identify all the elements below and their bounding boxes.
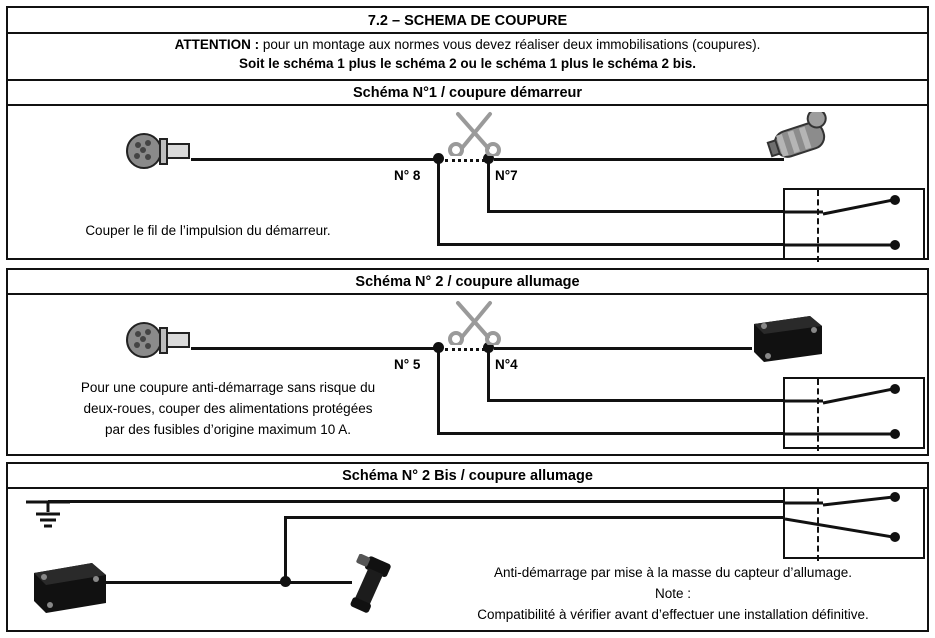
wire-n4-down [487, 347, 490, 402]
schema2bis-caption-line-2: Note : [654, 586, 692, 601]
wire-node-to-sensor [290, 581, 352, 584]
attention-row [8, 34, 927, 81]
relay-switch-icon [783, 377, 925, 449]
wire-segment-left [191, 347, 439, 350]
connector-plug-icon [126, 129, 194, 173]
attention-prefix: ATTENTION : [174, 37, 260, 52]
schema2bis-title: Schéma N° 2 Bis / coupure allumage [8, 464, 927, 489]
attention-text: pour un montage aux normes vous devez réaliser deux immobilisations (coupures). [259, 37, 761, 52]
schema2bis-caption-line-1: Anti-démarrage par mise à la masse du capteur d’allumage. [494, 565, 852, 580]
panel-schema-2bis [6, 462, 929, 632]
wire-n5-down [437, 347, 440, 435]
schema2-caption-line-3: par des fusibles d’origine maximum 10 A. [104, 422, 352, 437]
schema2-label-left: N° 5 [394, 357, 421, 372]
schema2-title: Schéma N° 2 / coupure allumage [8, 270, 927, 295]
wire-module-to-node [103, 581, 288, 584]
panel-schema-1 [6, 6, 929, 260]
wire-segment-right [494, 347, 752, 350]
cut-gap-dotted [445, 348, 485, 351]
wire-node-to-relay [284, 516, 785, 519]
schema2-label-right: N°4 [495, 357, 518, 372]
schema2-caption-line-1: Pour une coupure anti-démarrage sans risque du [80, 380, 376, 395]
wire-segment-left [191, 158, 439, 161]
wire-ground-to-relay [48, 500, 785, 503]
document-title: 7.2 – SCHEMA DE COUPURE [8, 8, 927, 34]
wire-segment-right [494, 158, 784, 161]
scissors-icon [448, 108, 502, 156]
schema1-caption: Couper le fil de l’impulsion du démarreur. [85, 223, 331, 238]
schema2bis-caption-line-3: Compatibilité à vérifier avant d’effectuer une installation définitive. [477, 607, 869, 622]
schema1-label-right: N°7 [495, 168, 518, 183]
schema1-title: Schéma N°1 / coupure démarreur [8, 81, 927, 106]
starter-motor-icon [764, 112, 840, 164]
ignition-module-icon [28, 557, 110, 617]
cut-gap-dotted [445, 159, 485, 162]
schema2-caption-line-2: deux-roues, couper des alimentations protégées [83, 401, 373, 416]
relay-switch-icon [783, 487, 925, 559]
wire-n4-to-relay [487, 399, 785, 402]
scissors-icon [448, 297, 502, 345]
wire-n8-down [437, 158, 440, 246]
ignition-sensor-icon [338, 554, 400, 624]
attention-subtitle: Soit le schéma 1 plus le schéma 2 ou le schéma 1 plus le schéma 2 bis. [239, 56, 696, 71]
wire-n7-to-relay [487, 210, 785, 213]
wire-node-up [284, 516, 287, 582]
wire-n8-to-relay [437, 243, 785, 246]
ignition-module-icon [748, 310, 826, 366]
wire-n7-down [487, 158, 490, 213]
relay-switch-icon [783, 188, 925, 260]
connector-plug-icon [126, 318, 194, 362]
wire-n5-to-relay [437, 432, 785, 435]
panel-schema-2 [6, 268, 929, 456]
schema1-label-left: N° 8 [394, 168, 421, 183]
